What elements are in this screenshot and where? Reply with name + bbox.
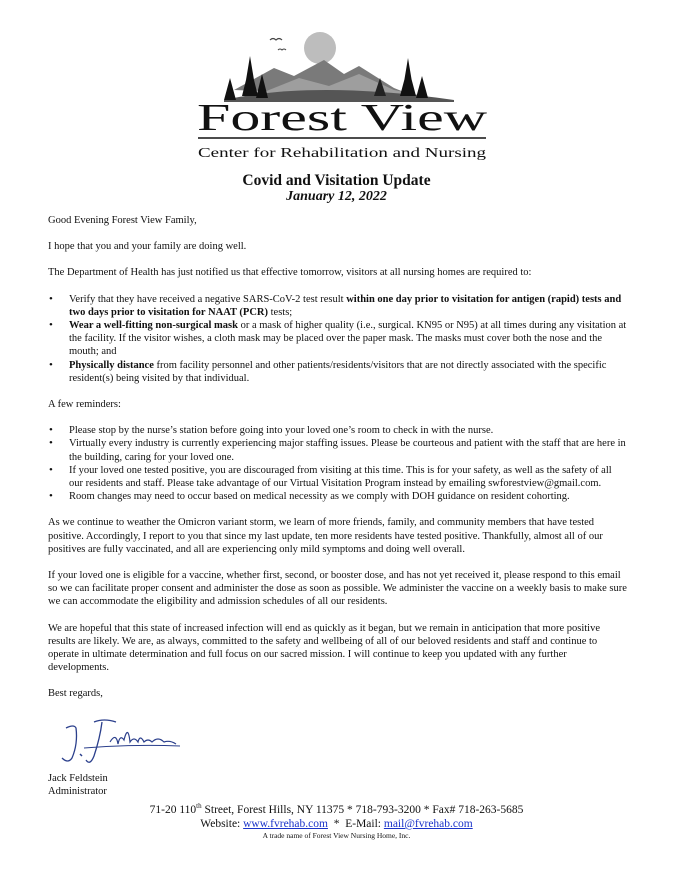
list-item: • If your loved one tested positive, you are discouraged from visiting at this time. This is for your safety, as well as the safety of all our residents and staff. Please take advantage of our Virtual Visitation Program instead by emailing swforestview@gmail.com.: [48, 464, 628, 490]
forest-view-logo: [194, 30, 490, 162]
reminders-list: [48, 424, 628, 503]
body-paragraph: If your loved one is eligible for a vaccine, whether first, second, or booster dose, and has not yet received it, please respond to this email so we can facilitate proper consent and administer the dose as soon as possible. We administer the vaccine on a weekly basis to make sure we can accommodate the eligibility and admission schedules of all our residents.: [48, 570, 627, 608]
body-paragraph: As we continue to weather the Omicron variant storm, we learn of more friends, family, and community members that have tested positive. Accordingly, I report to you that since my last update, ten more residents have tested positive. Thankfully, almost all of our positives are fully vaccinated, and all are experiencing only mild symptoms and doing well overall.: [48, 517, 603, 555]
website-link[interactable]: www.fvrehab.com: [243, 818, 328, 830]
address-text: 71-20 110: [149, 804, 197, 816]
website-label: Website:: [200, 818, 244, 830]
letterhead-logo: [194, 30, 490, 162]
list-item-text: Verify that they have received a negative SARS-CoV-2 test result: [69, 293, 347, 305]
email-label: E-Mail:: [345, 818, 384, 830]
letter-title: Covid and Visitation Update: [242, 172, 431, 189]
closing: Best regards,: [48, 688, 103, 700]
list-item: • Virtually every industry is currently experiencing major staffing issues. Please be courteous and patient with the staff that are here in the building, caring for your loved one.: [48, 437, 628, 463]
signature-image: [54, 714, 184, 770]
list-item-text: tests;: [268, 306, 293, 318]
tree-icon: [416, 76, 428, 98]
logo-subtitle: Center for Rehabilitation and Nursing: [198, 146, 486, 161]
list-item: [48, 319, 628, 359]
list-item-emphasis: Wear a well-fitting non-surgical mask: [69, 320, 238, 332]
doh-notice: The Department of Health has just notified us that effective tomorrow, visitors at all nursing homes are required to:: [48, 267, 532, 279]
signer-title: Administrator: [48, 785, 107, 797]
list-item: [48, 293, 628, 319]
trade-name: A trade name of Forest View Nursing Home, Inc.: [262, 831, 411, 840]
list-item: [48, 359, 628, 385]
tree-icon: [400, 58, 416, 96]
letter-date: January 12, 2022: [286, 189, 387, 204]
list-item-text: from facility personnel and other patients/residents/visitors that are not directly associated with the specific resident(s) being visited by that individual.: [69, 359, 607, 384]
list-item: • Please stop by the nurse’s station before going into your loved one’s room to check in with the nurse.: [48, 424, 628, 437]
greeting: Good Evening Forest View Family,: [48, 215, 197, 226]
signature: [48, 714, 188, 772]
bird-icon: [278, 49, 286, 50]
footer-contacts: [0, 817, 673, 831]
requirements-list: [48, 293, 628, 385]
footer-separator: *: [327, 818, 346, 830]
email-link[interactable]: mail@fvrehab.com: [383, 818, 473, 830]
signer-name: Jack Feldstein: [48, 772, 108, 784]
reminders-heading: A few reminders:: [48, 399, 121, 411]
bird-icon: [270, 39, 282, 41]
list-item-text: or a mask of higher quality (i.e., surgical. KN95 or N95) at all times during any visitation at the facility. If the visitor wishes, a cloth mask may be placed over the paper mask. The masks must cover both the nose and the mouth; and: [69, 320, 627, 358]
address-sup: th: [196, 802, 202, 811]
signer-block: [48, 772, 628, 798]
footer-address: [0, 803, 673, 817]
tree-icon: [242, 56, 258, 96]
list-item: • Room changes may need to occur based on medical necessity as we comply with DOH guidance on resident cohorting.: [48, 490, 628, 503]
letter-body: [48, 214, 628, 798]
sun-shape: [304, 32, 336, 64]
list-item-emphasis: within one day prior to visitation for antigen (rapid) tests and two days prior to visitation for NAAT (PCR): [69, 293, 622, 318]
intro-paragraph: I hope that you and your family are doing well.: [48, 241, 247, 253]
body-paragraph: We are hopeful that this state of increased infection will end as quickly as it began, but we remain in anticipation that more positive results are likely. We are, as always, committed to the safety and wellbeing of all of our beloved residents and staff and continue to operate in ultimate determination and full focus on our sacred mission. I will continue to keep you updated with any further developments.: [48, 622, 600, 674]
logo-wordmark: Forest View: [197, 97, 488, 139]
address-text: Street, Forest Hills, NY 11375 * 718-793-3200 * Fax# 718-263-5685: [201, 804, 524, 816]
list-item-emphasis: Physically distance: [69, 359, 154, 371]
letter-footer: [0, 803, 673, 841]
